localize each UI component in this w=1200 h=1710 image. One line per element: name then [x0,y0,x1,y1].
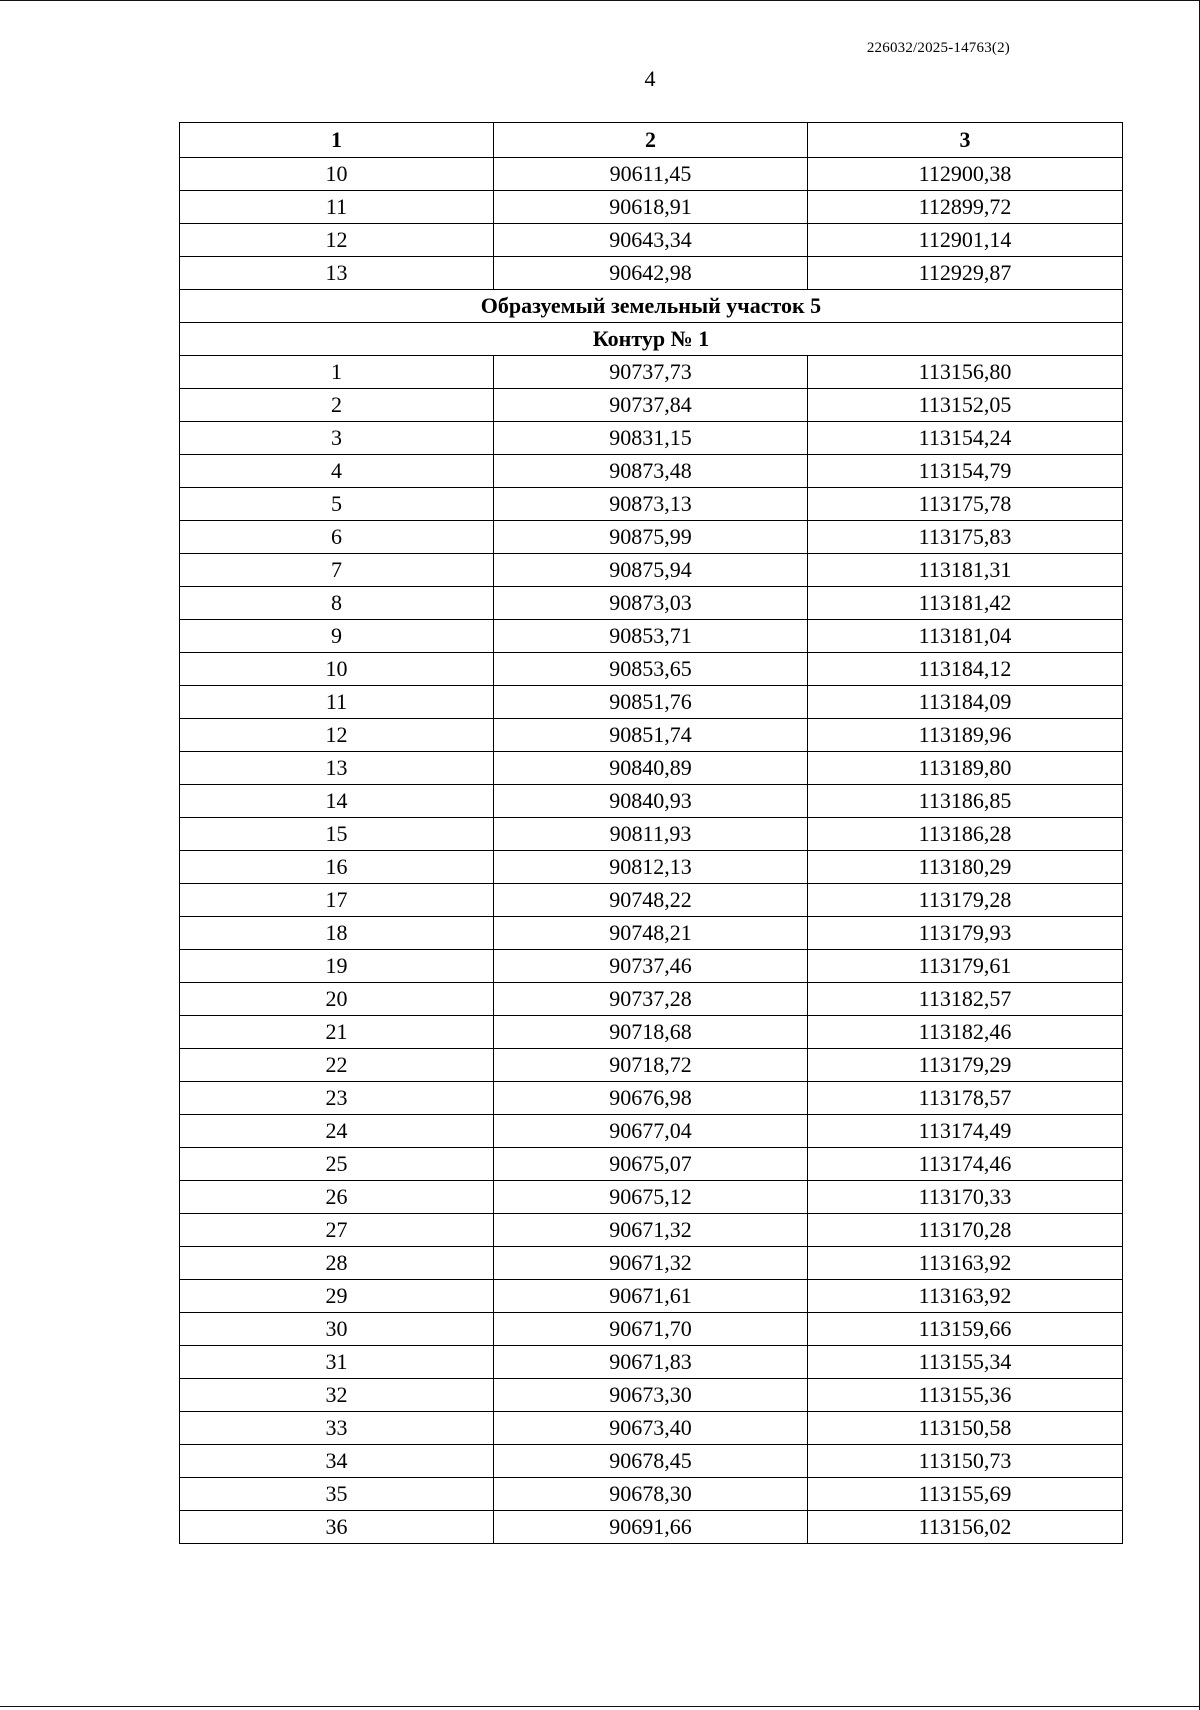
coordinate-y-cell: 113154,79 [808,455,1123,488]
point-number-cell: 18 [180,917,494,950]
coordinate-y-cell: 113186,85 [808,785,1123,818]
coordinate-y-cell: 113152,05 [808,389,1123,422]
column-header-y: 3 [808,123,1123,158]
table-row [180,1379,1123,1412]
coordinate-y-cell: 113174,49 [808,1115,1123,1148]
table-row [180,620,1123,653]
table-row [180,884,1123,917]
table-row [180,356,1123,389]
table-row [180,1346,1123,1379]
table-row [180,818,1123,851]
table-row [180,1214,1123,1247]
table-row [180,488,1123,521]
point-number-cell: 24 [180,1115,494,1148]
coordinate-y-cell: 113182,57 [808,983,1123,1016]
point-number-cell: 25 [180,1148,494,1181]
coordinate-y-cell: 113155,69 [808,1478,1123,1511]
coordinate-y-cell: 113180,29 [808,851,1123,884]
coordinate-x-cell: 90673,30 [494,1379,808,1412]
coordinate-x-cell: 90618,91 [494,191,808,224]
coordinate-x-cell: 90840,89 [494,752,808,785]
point-number-cell: 12 [180,719,494,752]
coordinate-x-cell: 90853,71 [494,620,808,653]
coordinate-x-cell: 90851,76 [494,686,808,719]
point-number-cell: 21 [180,1016,494,1049]
point-number-cell: 6 [180,521,494,554]
coordinate-y-cell: 113189,80 [808,752,1123,785]
coordinate-y-cell: 113175,78 [808,488,1123,521]
point-number-cell: 1 [180,356,494,389]
point-number-cell: 31 [180,1346,494,1379]
coordinate-y-cell: 112901,14 [808,224,1123,257]
page-border-bottom [0,1706,1200,1707]
point-number-cell: 3 [180,422,494,455]
coordinate-y-cell: 113150,58 [808,1412,1123,1445]
coordinate-y-cell: 112899,72 [808,191,1123,224]
table-row [180,983,1123,1016]
table-row [180,686,1123,719]
point-number-cell: 34 [180,1445,494,1478]
table-row [180,554,1123,587]
coordinate-y-cell: 113184,12 [808,653,1123,686]
table-row [180,224,1123,257]
coordinate-y-cell: 113163,92 [808,1280,1123,1313]
coordinate-x-cell: 90873,13 [494,488,808,521]
coordinate-y-cell: 113175,83 [808,521,1123,554]
point-number-cell: 19 [180,950,494,983]
point-number-cell: 29 [180,1280,494,1313]
coordinate-y-cell: 113150,73 [808,1445,1123,1478]
coordinate-y-cell: 113156,02 [808,1511,1123,1544]
coordinate-y-cell: 113179,29 [808,1049,1123,1082]
table-row [180,752,1123,785]
coordinate-y-cell: 113155,36 [808,1379,1123,1412]
point-number-cell: 28 [180,1247,494,1280]
point-number-cell: 2 [180,389,494,422]
coordinate-y-cell: 113174,46 [808,1148,1123,1181]
document-number: 226032/2025-14763(2) [866,40,1010,56]
coordinate-x-cell: 90811,93 [494,818,808,851]
coordinate-x-cell: 90812,13 [494,851,808,884]
coordinate-x-cell: 90643,34 [494,224,808,257]
point-number-cell: 16 [180,851,494,884]
coordinate-x-cell: 90853,65 [494,653,808,686]
coordinate-x-cell: 90873,48 [494,455,808,488]
table-row [180,1049,1123,1082]
coordinate-y-cell: 113181,42 [808,587,1123,620]
page-border-top [0,0,1200,1]
table-row [180,1148,1123,1181]
point-number-cell: 4 [180,455,494,488]
coordinates-table [179,122,1123,1544]
coordinate-x-cell: 90748,21 [494,917,808,950]
coordinate-y-cell: 113170,33 [808,1181,1123,1214]
coordinate-x-cell: 90671,70 [494,1313,808,1346]
table-row [180,1082,1123,1115]
table-row [180,1511,1123,1544]
coordinate-x-cell: 90873,03 [494,587,808,620]
table-row [180,389,1123,422]
table-row [180,1412,1123,1445]
coordinate-y-cell: 113184,09 [808,686,1123,719]
point-number-cell: 17 [180,884,494,917]
point-number-cell: 11 [180,686,494,719]
coordinate-y-cell: 113182,46 [808,1016,1123,1049]
point-number-cell: 23 [180,1082,494,1115]
point-number-cell: 27 [180,1214,494,1247]
point-number-cell: 20 [180,983,494,1016]
section-title: Образуемый земельный участок 5 [180,290,1123,323]
point-number-cell: 15 [180,818,494,851]
coordinate-x-cell: 90642,98 [494,257,808,290]
coordinate-x-cell: 90875,94 [494,554,808,587]
table-row [180,521,1123,554]
table-row [180,1313,1123,1346]
point-number-cell: 14 [180,785,494,818]
coordinate-y-cell: 113170,28 [808,1214,1123,1247]
table-row [180,1016,1123,1049]
coordinate-x-cell: 90673,40 [494,1412,808,1445]
table-row [180,785,1123,818]
coordinates-table-body [180,123,1123,1544]
table-row [180,1478,1123,1511]
coordinate-x-cell: 90737,84 [494,389,808,422]
contour-title: Контур № 1 [180,323,1123,356]
table-row [180,1445,1123,1478]
point-number-cell: 32 [180,1379,494,1412]
point-number-cell: 36 [180,1511,494,1544]
table-row [180,851,1123,884]
coordinate-y-cell: 113179,28 [808,884,1123,917]
point-number-cell: 12 [180,224,494,257]
coordinate-x-cell: 90737,73 [494,356,808,389]
coordinate-x-cell: 90831,15 [494,422,808,455]
coordinate-x-cell: 90678,45 [494,1445,808,1478]
column-header-x: 2 [494,123,808,158]
coordinate-x-cell: 90671,32 [494,1214,808,1247]
table-row [180,653,1123,686]
point-number-cell: 7 [180,554,494,587]
coordinate-y-cell: 113186,28 [808,818,1123,851]
coordinate-x-cell: 90675,12 [494,1181,808,1214]
coordinate-x-cell: 90875,99 [494,521,808,554]
point-number-cell: 10 [180,158,494,191]
coordinate-x-cell: 90671,32 [494,1247,808,1280]
table-header-row [180,123,1123,158]
coordinate-y-cell: 113179,61 [808,950,1123,983]
coordinate-x-cell: 90737,28 [494,983,808,1016]
table-row [180,455,1123,488]
coordinate-x-cell: 90678,30 [494,1478,808,1511]
table-row [180,158,1123,191]
point-number-cell: 10 [180,653,494,686]
table-row [180,950,1123,983]
coordinate-x-cell: 90851,74 [494,719,808,752]
table-row [180,917,1123,950]
point-number-cell: 13 [180,257,494,290]
point-number-cell: 22 [180,1049,494,1082]
coordinate-x-cell: 90737,46 [494,950,808,983]
coordinate-x-cell: 90840,93 [494,785,808,818]
point-number-cell: 33 [180,1412,494,1445]
coordinate-y-cell: 113181,04 [808,620,1123,653]
table-row [180,1247,1123,1280]
coordinate-x-cell: 90718,72 [494,1049,808,1082]
table-row [180,1280,1123,1313]
section-title-row [180,290,1123,323]
page-number: 4 [644,66,656,91]
coordinate-x-cell: 90677,04 [494,1115,808,1148]
coordinate-y-cell: 113156,80 [808,356,1123,389]
coordinate-y-cell: 113159,66 [808,1313,1123,1346]
coordinate-y-cell: 113179,93 [808,917,1123,950]
point-number-cell: 8 [180,587,494,620]
coordinate-y-cell: 113155,34 [808,1346,1123,1379]
coordinate-x-cell: 90671,61 [494,1280,808,1313]
coordinate-y-cell: 112900,38 [808,158,1123,191]
coordinate-x-cell: 90675,07 [494,1148,808,1181]
contour-title-row [180,323,1123,356]
table-row [180,1115,1123,1148]
coordinate-y-cell: 113181,31 [808,554,1123,587]
coordinate-y-cell: 113163,92 [808,1247,1123,1280]
table-row [180,422,1123,455]
coordinate-x-cell: 90676,98 [494,1082,808,1115]
table-row [180,719,1123,752]
coordinate-y-cell: 112929,87 [808,257,1123,290]
point-number-cell: 13 [180,752,494,785]
table-row [180,587,1123,620]
coordinate-x-cell: 90611,45 [494,158,808,191]
point-number-cell: 30 [180,1313,494,1346]
coordinate-x-cell: 90691,66 [494,1511,808,1544]
coordinate-y-cell: 113178,57 [808,1082,1123,1115]
table-row [180,257,1123,290]
column-header-point: 1 [180,123,494,158]
coordinate-y-cell: 113154,24 [808,422,1123,455]
point-number-cell: 9 [180,620,494,653]
point-number-cell: 35 [180,1478,494,1511]
point-number-cell: 11 [180,191,494,224]
coordinate-x-cell: 90671,83 [494,1346,808,1379]
coordinate-x-cell: 90718,68 [494,1016,808,1049]
point-number-cell: 5 [180,488,494,521]
point-number-cell: 26 [180,1181,494,1214]
table-row [180,191,1123,224]
coordinate-y-cell: 113189,96 [808,719,1123,752]
coordinate-x-cell: 90748,22 [494,884,808,917]
table-row [180,1181,1123,1214]
